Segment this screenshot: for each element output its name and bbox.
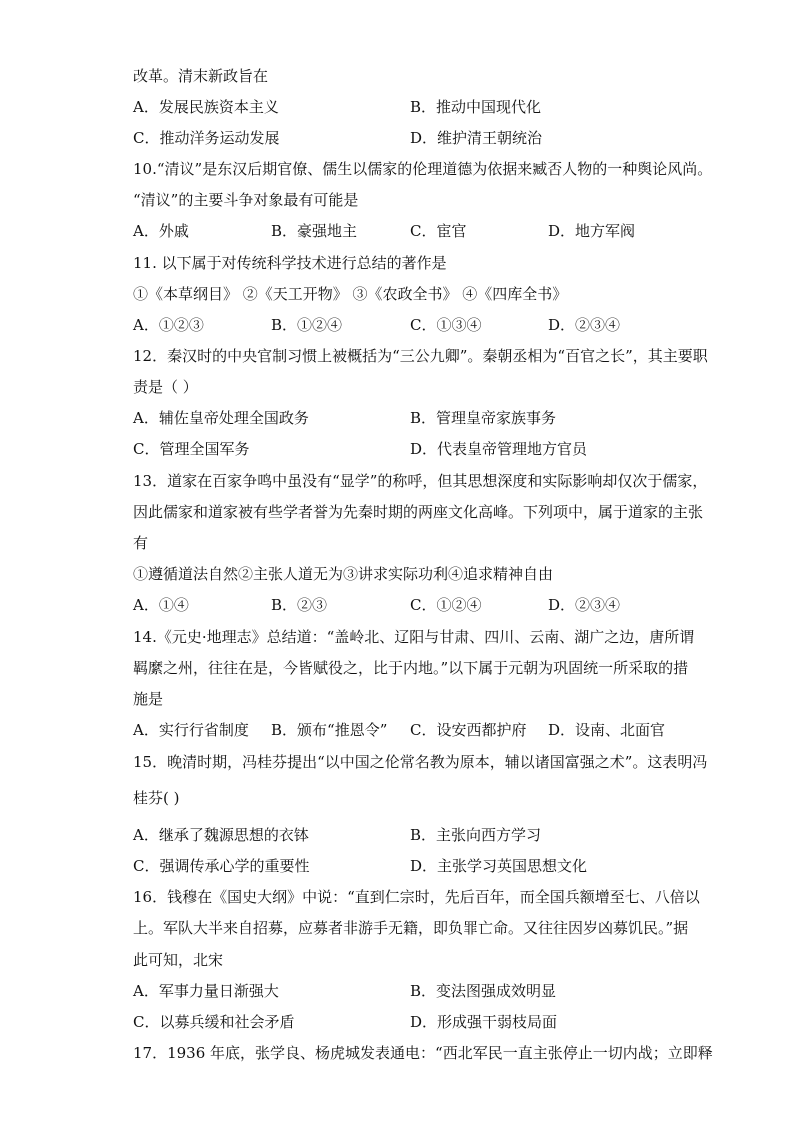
q12-option-a: A．辅佐皇帝处理全国政务: [133, 409, 309, 427]
q13-items: ①遵循道法自然②主张人道无为③讲求实际功利④追求精神自由: [133, 565, 554, 583]
q12-option-c: C．管理全国军务: [133, 440, 250, 458]
q15-option-d: D．主张学习英国思想文化: [410, 857, 588, 875]
q16-stem-line1: 16．钱穆在《国史大纲》中说：“直到仁宗时，先后百年，而全国兵额增至七、八倍以: [133, 888, 700, 906]
q13-option-b: B．②③: [271, 596, 328, 614]
q10-option-d: D．地方军阀: [548, 222, 636, 240]
q17-stem-line1: 17．1936 年底，张学良、杨虎城发表通电：“西北军民一直主张停止一切内战；立即释: [133, 1044, 713, 1062]
q13-option-a: A．①④: [133, 596, 189, 614]
q15-option-b: B．主张向西方学习: [410, 826, 542, 844]
q11-option-d: D．②③④: [548, 316, 621, 334]
q15-option-c: C．强调传承心学的重要性: [133, 857, 310, 875]
q13-option-d: D．②③④: [548, 596, 621, 614]
q16-stem-line2: 上。军队大半来自招募，应募者非游手无籍，即负罪亡命。又往往因岁凶募饥民。”据: [133, 919, 689, 937]
q11-option-b: B．①②④: [271, 316, 343, 334]
q14-option-b: B．颁布“推恩令”: [271, 721, 388, 739]
q11-stem: 11. 以下属于对传统科学技术进行总结的著作是: [133, 254, 447, 272]
q12-stem-line1: 12．秦汉时的中央官制习惯上被概括为“三公九卿”。秦朝丞相为“百官之长”，其主要职: [133, 347, 708, 365]
q15-option-a: A．继承了魏源思想的衣钵: [133, 826, 309, 844]
q14-stem-line1: 14.《元史·地理志》总结道：“盖岭北、辽阳与甘肃、四川、云南、湖广之边，唐所谓: [133, 628, 695, 646]
q13-stem-line3: 有: [133, 534, 149, 552]
q14-stem-line3: 施是: [133, 690, 164, 708]
q13-option-c: C．①②④: [410, 596, 482, 614]
q16-stem-line3: 此可知，北宋: [133, 951, 224, 969]
q14-option-d: D．设南、北面官: [548, 721, 666, 739]
q9-stem-continuation: 改革。清末新政旨在: [133, 67, 269, 85]
q9-option-b: B．推动中国现代化: [410, 98, 542, 116]
q9-option-c: C．推动洋务运动发展: [133, 129, 280, 147]
q10-option-a: A．外戚: [133, 222, 189, 240]
q14-option-a: A．实行行省制度: [133, 721, 249, 739]
q9-option-a: A．发展民族资本主义: [133, 98, 279, 116]
q12-stem-line2: 责是（ ）: [133, 378, 198, 396]
q11-option-c: C．①③④: [410, 316, 482, 334]
q10-stem-line2: “清议”的主要斗争对象最有可能是: [133, 191, 359, 209]
q9-option-d: D．维护清王朝统治: [410, 129, 543, 147]
q10-option-b: B．豪强地主: [271, 222, 358, 240]
q15-stem-line2: 桂芬( ): [133, 789, 180, 807]
q11-items: ①《本草纲目》 ②《天工开物》 ③《农政全书》 ④《四库全书》: [133, 285, 568, 303]
q16-option-b: B．变法图强成效明显: [410, 982, 557, 1000]
q14-option-c: C．设安西都护府: [410, 721, 527, 739]
q15-stem-line1: 15．晚清时期，冯桂芬提出“以中国之伦常名教为原本，辅以诸国富强之术”。这表明冯: [133, 753, 708, 771]
q12-option-b: B．管理皇帝家族事务: [410, 409, 557, 427]
q16-option-c: C．以募兵缓和社会矛盾: [133, 1013, 295, 1031]
q12-option-d: D．代表皇帝管理地方官员: [410, 440, 588, 458]
q16-option-a: A．军事力量日渐强大: [133, 982, 279, 1000]
q14-stem-line2: 羁縻之州，往往在是，今皆赋役之，比于内地。”以下属于元朝为巩固统一所采取的措: [133, 659, 689, 677]
q16-option-d: D．形成强干弱枝局面: [410, 1013, 558, 1031]
q13-stem-line2: 因此儒家和道家被有些学者誉为先秦时期的两座文化高峰。下列项中，属于道家的主张: [133, 503, 704, 521]
q10-stem-line1: 10.“清议”是东汉后期官僚、儒生以儒家的伦理道德为依据来臧否人物的一种舆论风尚。: [133, 160, 713, 178]
q13-stem-line1: 13．道家在百家争鸣中虽没有“显学”的称呼，但其思想深度和实际影响却仅次于儒家，: [133, 472, 708, 490]
q10-option-c: C．宦官: [410, 222, 467, 240]
q11-option-a: A．①②③: [133, 316, 204, 334]
